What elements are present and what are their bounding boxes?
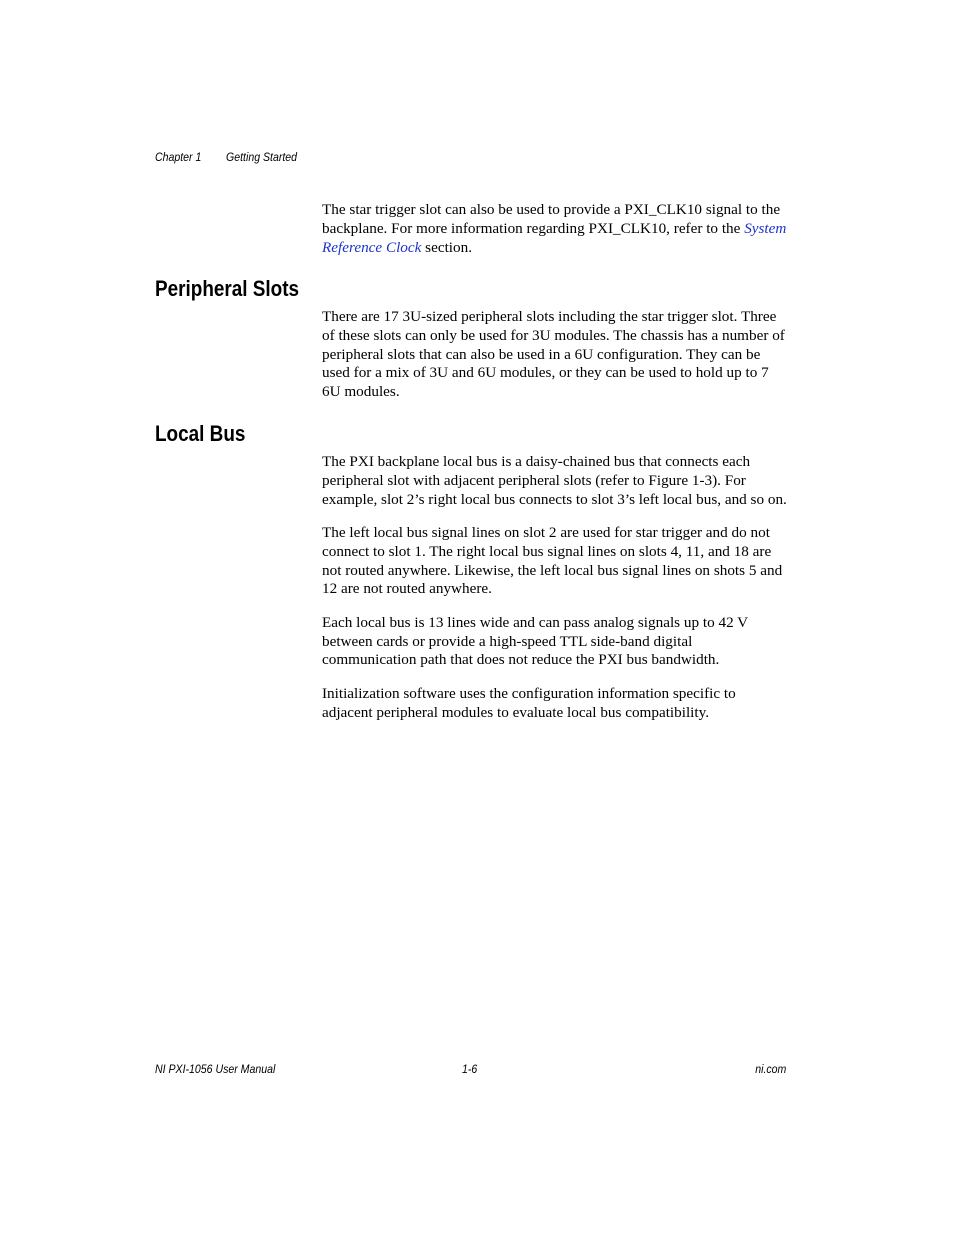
local-bus-paragraph-3: Each local bus is 13 lines wide and can pass analog signals up to 42 V between cards or provide a high-speed TTL side-band digital communication path that does not reduce the PXI bus bandwidth. — [322, 613, 748, 669]
running-header — [155, 150, 297, 164]
intro-text-before-link: The star trigger slot can also be used to provide a PXI_CLK10 signal to the backplane. For more information regarding PXI_CLK10, refer to the — [322, 201, 781, 237]
local-bus-heading: Local Bus — [155, 421, 246, 446]
peripheral-slots-paragraph: There are 17 3U-sized peripheral slots including the star trigger slot. Three of these slots can only be used for 3U modules. The chassis has a number of peripheral slots that can also be used in a 6U configuration. They can be used for a mix of 3U and 6U modules, or they can be used to hold up to 7 6U modules. — [322, 308, 785, 401]
intro-paragraph — [322, 201, 788, 257]
footer-manual-title: NI PXI-1056 User Manual — [155, 1062, 276, 1076]
chapter-title: Getting Started — [226, 150, 298, 164]
local-bus-paragraph-1: The PXI backplane local bus is a daisy-chained bus that connects each peripheral slot with adjacent peripheral slots (refer to Figure 1-3). For example, slot 2’s right local bus connects to slot 3’s left local bus, and so on. — [322, 453, 787, 508]
chapter-number: Chapter 1 — [155, 150, 202, 164]
local-bus-paragraph-4: Initialization software uses the configuration information specific to adjacent peripheral modules to evaluate local bus compatibility. — [322, 684, 736, 721]
peripheral-slots-section — [322, 308, 788, 402]
peripheral-slots-heading: Peripheral Slots — [155, 276, 300, 301]
intro-section — [322, 201, 788, 257]
footer-site[interactable]: ni.com — [754, 1062, 786, 1076]
local-bus-section — [322, 453, 788, 722]
intro-text-after-link: section. — [421, 238, 472, 256]
local-bus-paragraph-2: The left local bus signal lines on slot 2 are used for star trigger and do not connect to slot 1. The right local bus signal lines on slots 4, 11, and 18 are not routed anywhere. Likewise, the left local bus signal lines on shots 5 and 12 are not routed anywhere. — [322, 523, 783, 598]
system-reference-clock-link[interactable]: System Reference Clock — [322, 219, 787, 256]
footer-page-number: 1-6 — [462, 1062, 478, 1076]
